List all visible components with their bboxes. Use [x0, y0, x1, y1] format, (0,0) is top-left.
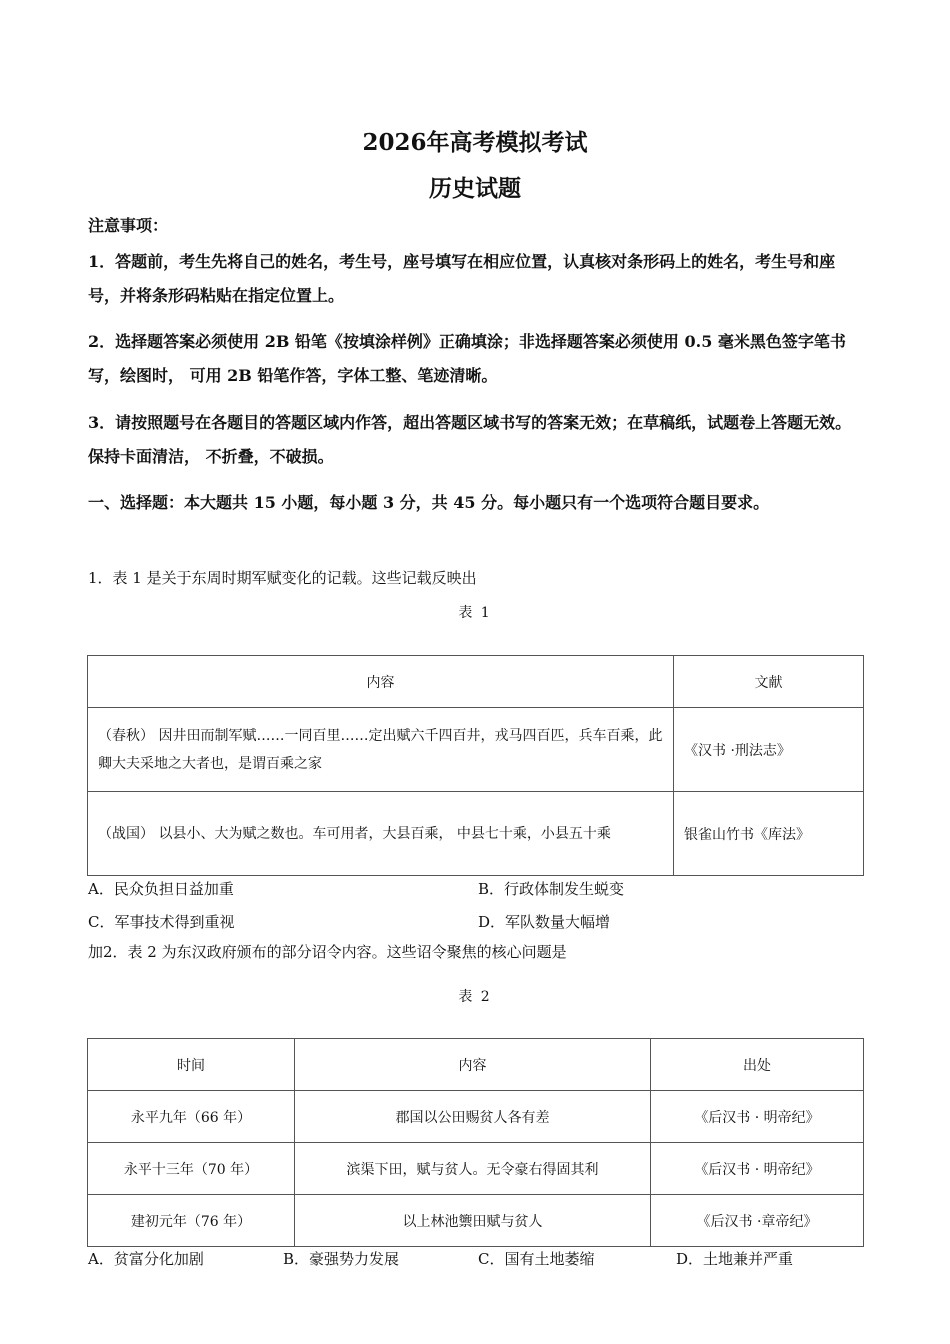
q2-option-d[interactable]: D．土地兼并严重 [676, 1250, 794, 1268]
page-title: 2026年高考模拟考试 [362, 129, 588, 156]
table-2 [87, 1038, 864, 1247]
table-cell: 《汉书 ·刑法志》 [674, 708, 864, 792]
table-cell: 建初元年（76 年） [88, 1195, 295, 1247]
table-cell: 《后汉书 · 明帝纪》 [651, 1091, 864, 1143]
q2-option-b[interactable]: B．豪强势力发展 [283, 1250, 400, 1268]
table-1 [87, 655, 864, 876]
notice-heading: 注意事项： [88, 216, 169, 235]
table-cell: 永平九年（66 年） [88, 1091, 295, 1143]
table-row [88, 708, 864, 792]
q2-option-c[interactable]: C．国有土地萎缩 [478, 1250, 595, 1268]
table-row [88, 1143, 864, 1195]
table-1-caption: 表 1 [458, 605, 492, 621]
table-2-header-cell: 时间 [88, 1039, 295, 1091]
q2-option-a[interactable]: A．贫富分化加剧 [88, 1250, 204, 1268]
table-2-header-cell: 出处 [651, 1039, 864, 1091]
table-2-caption: 表 2 [458, 989, 492, 1005]
table-row [88, 792, 864, 876]
table-1-header-row [88, 656, 864, 708]
table-cell: 《后汉书 · 明帝纪》 [651, 1143, 864, 1195]
q1-option-d[interactable]: D．军队数量大幅增 [478, 913, 611, 931]
table-1-header-cell: 内容 [88, 656, 674, 708]
table-cell: （春秋） 因井田而制军赋……一同百里……定出赋六千四百井，戎马四百匹，兵车百乘，此卿大夫采地之大者也，是谓百乘之家 [88, 708, 674, 792]
page-subtitle: 历史试题 [429, 175, 521, 202]
table-cell: 《后汉书 ·章帝纪》 [651, 1195, 864, 1247]
table-cell: 郡国以公田赐贫人各有差 [295, 1091, 651, 1143]
table-cell: （战国） 以县小、大为赋之数也。车可用者，大县百乘， 中县七十乘，小县五十乘 [88, 792, 674, 876]
question-1-stem: 1．表 1 是关于东周时期军赋变化的记载。这些记载反映出 [88, 569, 477, 587]
notice-item-2: 2．选择题答案必须使用 2B 铅笔《按填涂样例》正确填涂；非选择题答案必须使用 0.5 毫米黑色签字笔书写，绘图时， 可用 2B 铅笔作答，字体工整、笔迹清晰。 [88, 332, 846, 385]
q1-option-c[interactable]: C．军事技术得到重视 [88, 913, 235, 931]
table-2-header-row [88, 1039, 864, 1091]
section-heading: 一、选择题：本大题共 15 小题，每小题 3 分，共 45 分。每小题只有一个选项符合题目要求。 [88, 493, 770, 512]
table-cell: 永平十三年（70 年） [88, 1143, 295, 1195]
table-1-header-cell: 文献 [674, 656, 864, 708]
table-cell: 银雀山竹书《库法》 [674, 792, 864, 876]
q1-option-a[interactable]: A．民众负担日益加重 [88, 880, 234, 898]
q1-option-b[interactable]: B．行政体制发生蜕变 [478, 880, 625, 898]
table-row [88, 1091, 864, 1143]
notice-item-1: 1．答题前，考生先将自己的姓名，考生号，座号填写在相应位置，认真核对条形码上的姓名，考生号和座号，并将条形码粘贴在指定位置上。 [88, 252, 836, 305]
table-row [88, 1195, 864, 1247]
table-2-header-cell: 内容 [295, 1039, 651, 1091]
notice-item-3: 3．请按照题号在各题目的答题区域内作答，超出答题区域书写的答案无效；在草稿纸，试题卷上答题无效。保持卡面清洁， 不折叠，不破损。 [88, 413, 852, 466]
question-2-stem: 加2．表 2 为东汉政府颁布的部分诏令内容。这些诏令聚焦的核心问题是 [88, 943, 567, 961]
table-cell: 滨渠下田，赋与贫人。无令豪右得固其利 [295, 1143, 651, 1195]
table-cell: 以上林池籞田赋与贫人 [295, 1195, 651, 1247]
